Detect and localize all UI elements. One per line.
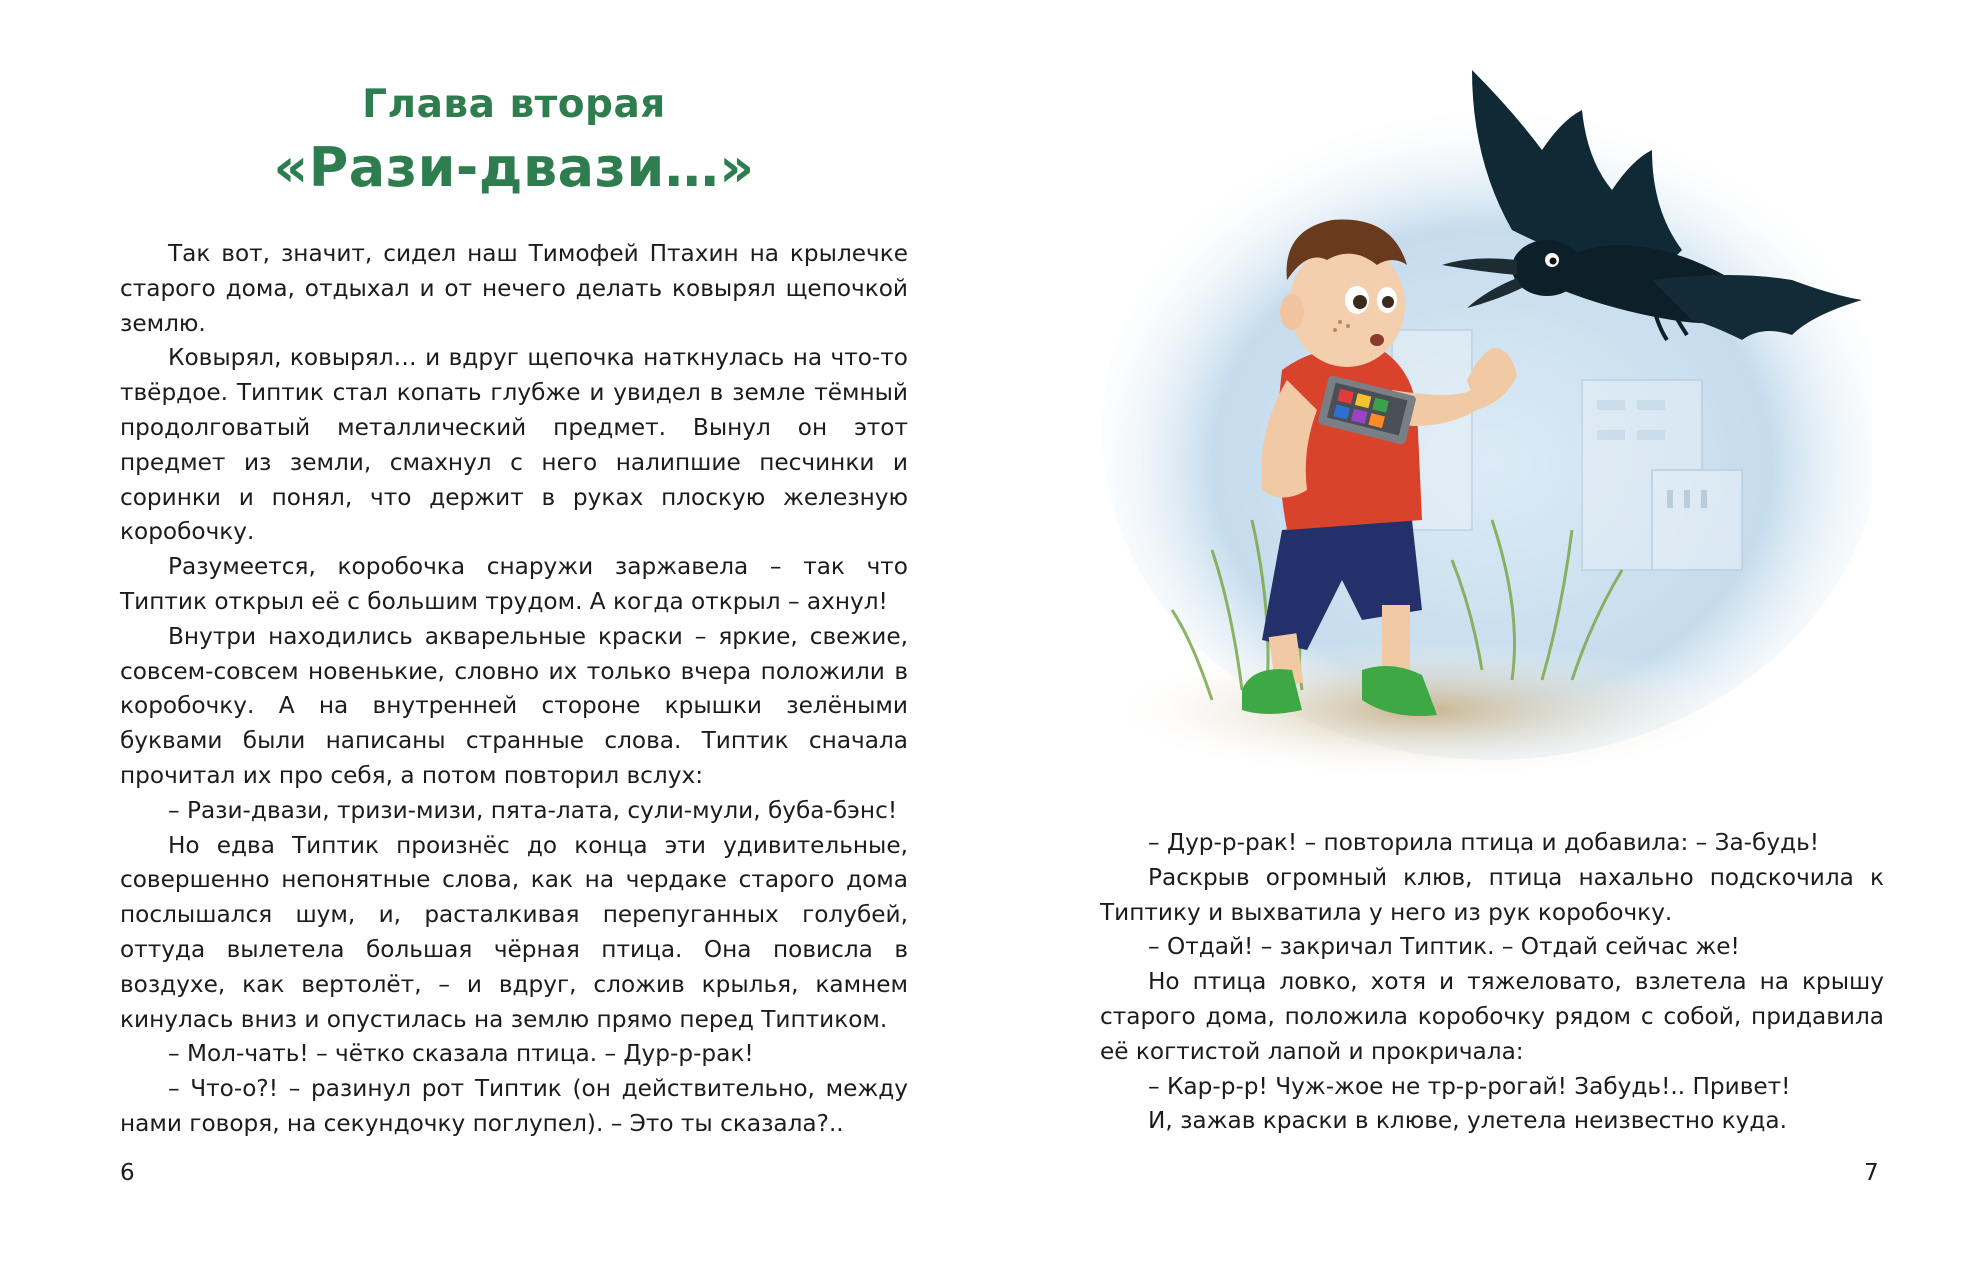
page-number-right: 7 — [1864, 1160, 1879, 1186]
chapter-title: «Рази-двази…» — [273, 136, 755, 199]
left-body-text — [120, 237, 908, 1142]
paragraph: – Дур-р-рак! – повторила птица и добавила: – За-будь! — [1148, 829, 1820, 856]
page-number-left: 6 — [120, 1160, 135, 1186]
right-body-text — [1100, 826, 1884, 1139]
paragraph: – Кар-р-р! Чуж-жое не тр-р-рогай! Забудь!.. Привет! — [1148, 1072, 1791, 1100]
paragraph: – Рази-двази, тризи-мизи, пята-лата, сули-мули, буба-бэнс! — [168, 796, 898, 824]
paragraph: Так вот, значит, сидел наш Тимофей Птахин на крылечке старого дома, отдыхал и от нечего делать ковырял щепочкой землю. — [120, 240, 908, 337]
boy-and-crow-illustration — [1092, 50, 1872, 795]
paragraph: И, зажав краски в клюве, улетела неизвестно куда. — [1148, 1107, 1787, 1135]
paragraph: – Что-о?! – разинул рот Типтик (он действительно, между нами говоря, на секундочку поглупел). – Это ты сказала?.. — [120, 1075, 908, 1137]
chapter-label: Глава вторая — [362, 82, 666, 127]
paragraph: – Мол-чать! – чётко сказала птица. – Дур-р-рак! — [168, 1040, 754, 1068]
paragraph: Внутри находились акварельные краски – яркие, свежие, совсем-совсем новенькие, словно их только вчера положили в коробочку. А на внутренней стороне крышки зелёными буквами были написаны странные слова. Типтик сначала прочитал их про себя, а потом повторил вслух: — [120, 622, 908, 789]
paragraph: Но птица ловко, хотя и тяжеловато, взлетела на крышу старого дома, положила коробочку рядом с собой, придавила её когтистой лапой и прокричала: — [1100, 968, 1884, 1065]
right-page — [992, 0, 1984, 1270]
paragraph: Но едва Типтик произнёс до конца эти удивительные, совершенно непонятные слова, как на чердаке старого дома послышался шум, и, расталкивая перепуганных голубей, оттуда вылетела большая чёрная птица. Она повисла в воздухе, как вертолёт, – и вдруг, сложив крылья, камнем кинулась вниз и опустилась на землю прямо перед Типтиком. — [120, 831, 908, 1033]
paragraph: – Отдай! – закричал Типтик. – Отдай сейчас же! — [1148, 933, 1740, 961]
paragraph: Разумеется, коробочка снаружи заржавела – так что Типтик открыл её с большим трудом. А когда открыл – ахнул! — [120, 553, 908, 615]
paragraph: Ковырял, ковырял… и вдруг щепочка наткнулась на что-то твёрдое. Типтик стал копать глубже и увидел в земле тёмный продолговатый металлический предмет. Вынул он этот предмет из земли, смахнул с него налипшие песчинки и соринки и понял, что держит в руках плоскую железную коробочку. — [120, 344, 908, 546]
paragraph: Раскрыв огромный клюв, птица нахально подскочила к Типтику и выхватила у него из рук коробочку. — [1100, 863, 1884, 926]
